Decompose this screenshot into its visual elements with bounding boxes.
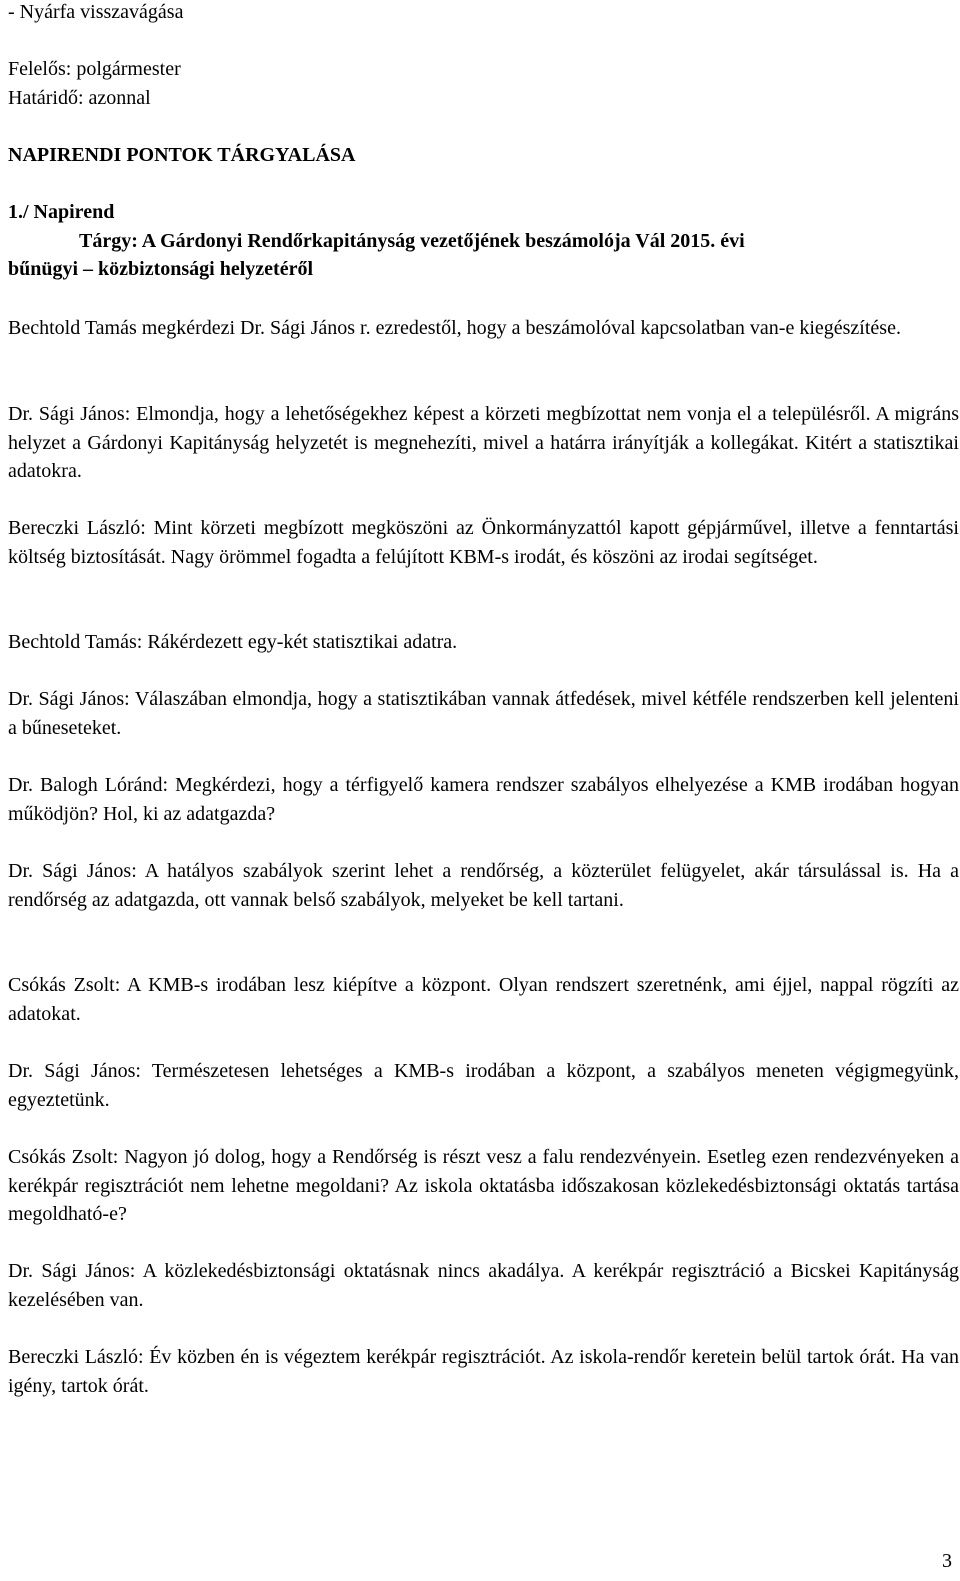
paragraph-intro: Bechtold Tamás megkérdezi Dr. Sági János r. ezredestől, hogy a beszámolóval kapcsolatban van-e kiegészítése. bbox=[8, 317, 901, 339]
paragraph-sagi-1: Dr. Sági János: Elmondja, hogy a lehetőségekhez képest a körzeti megbízottat nem vonja el a településről. A migráns helyzet a Gárdonyi Kapitányság helyzetét is megnehezíti, mivel a határra irányítják a kollegákat. Kitért a statisztikai adatokra. bbox=[8, 403, 959, 482]
deadline-line: Határidő: azonnal bbox=[8, 87, 151, 109]
page-number: 3 bbox=[942, 1550, 952, 1572]
paragraph-bechtold: Bechtold Tamás: Rákérdezett egy-két statisztikai adatra. bbox=[8, 631, 458, 653]
paragraph-bereczki-1: Bereczki László: Mint körzeti megbízott megköszöni az Önkormányzattól kapott gépjárművel, illetve a fenntartási költség biztosítását. Nagy örömmel fogadta a felújított KBM-s irodát, és köszöni az irodai segítséget. bbox=[8, 517, 959, 568]
paragraph-bereczki-2: Bereczki László: Év közben én is végeztem kerékpár regisztrációt. Az iskola-rendőr keretein belül tartok órát. Ha van igény, tartok órát. bbox=[8, 1346, 959, 1397]
agenda-number: 1./ Napirend bbox=[8, 201, 115, 223]
paragraph-sagi-4: Dr. Sági János: Természetesen lehetséges a KMB-s irodában a központ, a szabályos meneten végigmegyünk, egyeztetünk. bbox=[8, 1060, 959, 1111]
paragraph-balogh: Dr. Balogh Lóránd: Megkérdezi, hogy a térfigyelő kamera rendszer szabályos elhelyezése a KMB irodában hogyan működjön? Hol, ki az adatgazda? bbox=[8, 774, 959, 825]
agenda-item: - Nyárfa visszavágása bbox=[8, 1, 184, 23]
paragraph-csokas-2: Csókás Zsolt: Nagyon jó dolog, hogy a Rendőrség is részt vesz a falu rendezvényein. Esetleg ezen rendezvényeken a kerékpár regisztrációt nem lehetne megoldani? Az iskola oktatásba időszakosan közlekedésbiztonsági oktatás tartása megoldható-e? bbox=[8, 1146, 959, 1225]
paragraph-sagi-5: Dr. Sági János: A közlekedésbiztonsági oktatásnak nincs akadálya. A kerékpár regisztráció a Bicskei Kapitányság kezelésében van. bbox=[8, 1260, 959, 1311]
responsible-line: Felelős: polgármester bbox=[8, 58, 181, 80]
paragraph-csokas-1: Csókás Zsolt: A KMB-s irodában lesz kiépítve a központ. Olyan rendszert szeretnénk, ami éjjel, nappal rögzíti az adatokat. bbox=[8, 974, 959, 1025]
paragraph-sagi-2: Dr. Sági János: Válaszában elmondja, hogy a statisztikában vannak átfedések, mivel kétféle rendszerben kell jelenteni a bűneseteket. bbox=[8, 688, 959, 739]
agenda-subject-line1: Tárgy: A Gárdonyi Rendőrkapitányság vezetőjének beszámolója Vál 2015. évi bbox=[79, 230, 745, 252]
paragraph-sagi-3: Dr. Sági János: A hatályos szabályok szerint lehet a rendőrség, a közterület felügyelet, akár társulással is. Ha a rendőrség az adatgazda, ott vannak belső szabályok, melyeket be kell tartani. bbox=[8, 860, 959, 911]
agenda-subject-line2: bűnügyi – közbiztonsági helyzetéről bbox=[8, 258, 314, 280]
section-title: NAPIRENDI PONTOK TÁRGYALÁSA bbox=[8, 144, 356, 166]
